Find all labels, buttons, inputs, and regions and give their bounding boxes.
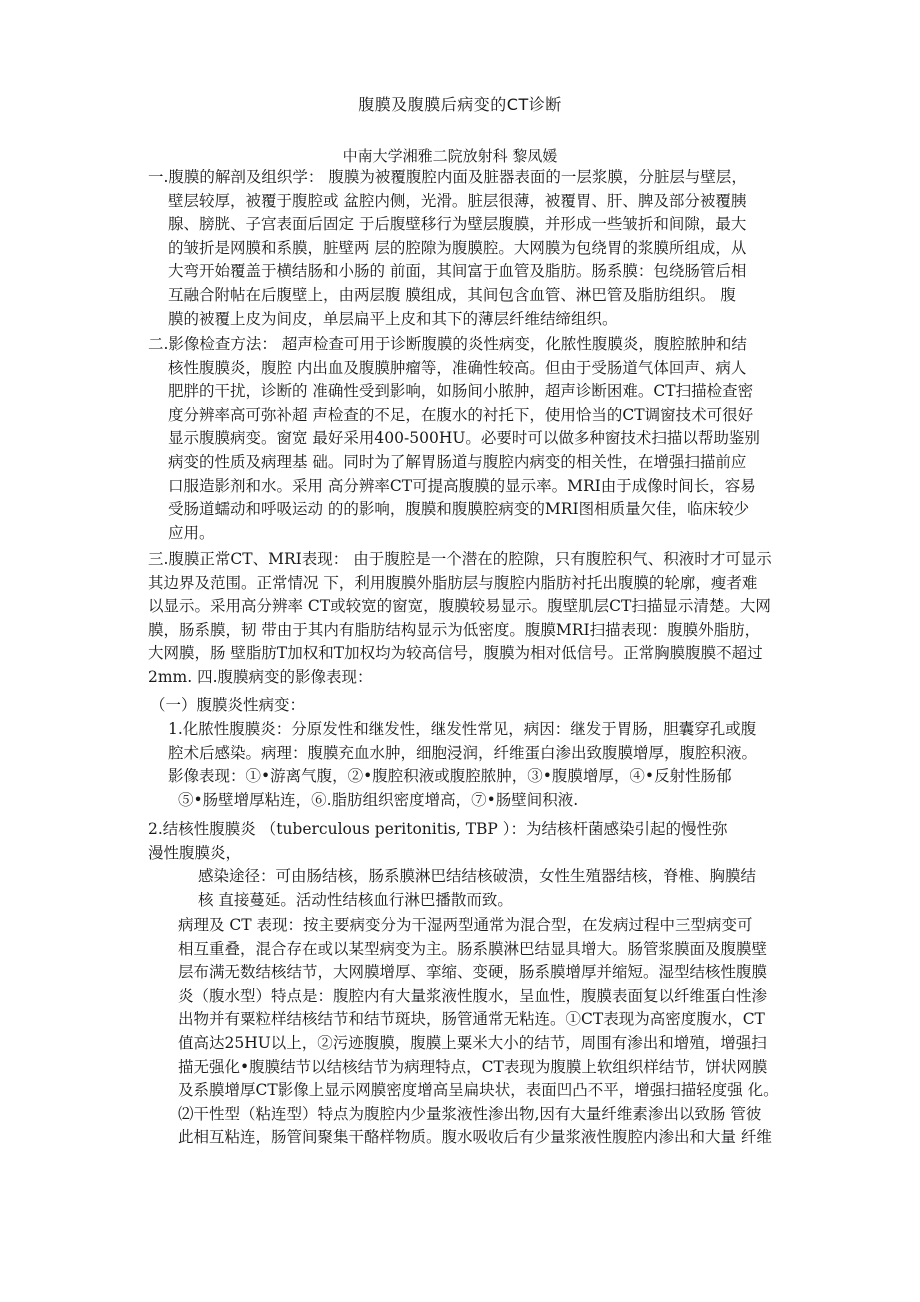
text-line: 出物并有粟粒样结核结节和结节斑块，肠管通常无粘连。①CT表现为高密度腹水，CT bbox=[178, 1010, 765, 1029]
text-line: 互融合附帖在后腹壁上，由两层腹 膜组成，其间包含血管、淋巴管及脂肪组织。 腹 bbox=[168, 285, 736, 304]
text-line: 大弯开始覆盖于横结肠和小肠的 前面，其间富于血管及脂肪。肠系膜：包绕肠管后相 bbox=[168, 262, 747, 281]
text-line: ⑤•肠壁增厚粘连，⑥.脂肪组织密度增高，⑦•肠壁间积液. bbox=[178, 790, 579, 809]
text-line: 显示腹膜病变。窗宽 最好采用400-500HU。必要时可以做多种窗技术扫描以帮助鉴别 bbox=[168, 429, 760, 448]
text-line: （一）腹膜炎性病变： bbox=[150, 696, 306, 714]
text-line: 腺、膀胱、子宫表面后固定 于后腹壁移行为壁层腹膜，并形成一些皱折和间隙，最大 bbox=[168, 215, 747, 234]
text-line: 口服造影剂和水。采用 高分辨率CT可提高腹膜的显示率。MRI由于成像时间长，容易 bbox=[168, 476, 756, 495]
text-line: 此相互粘连，肠管间聚集干酪样物质。腹水吸收后有少量浆液性腹腔内渗出和大量 纤维 bbox=[178, 1128, 772, 1147]
text-line: 度分辨率高可弥补超 声检查的不足，在腹水的衬托下，使用恰当的CT调窗技术可很好 bbox=[168, 405, 754, 424]
text-line: 其边界及范围。正常情况 下，利用腹膜外脂肪层与腹腔内脂肪衬托出腹膜的轮廓，瘦者难 bbox=[148, 573, 758, 592]
text-line: 炎（腹水型）特点是：腹腔内有大量浆液性腹水，呈血性，腹膜表面复以纤维蛋白性渗 bbox=[178, 986, 768, 1005]
paragraph-anatomy bbox=[148, 166, 788, 331]
paragraph-imaging-methods bbox=[148, 333, 788, 545]
paragraph-normal-ct-mri bbox=[148, 548, 800, 690]
text-line: 及系膜增厚CT影像上显示网膜密度增高呈扁块状，表面凹凸不平，增强扫描轻度强 化。 bbox=[178, 1081, 779, 1100]
text-line: 1.化脓性腹膜炎：分原发性和继发性，继发性常见，病因：继发于胃肠，胆囊穿孔或腹 bbox=[168, 720, 757, 738]
text-line: 大网膜，肠 壁脂肪T加权和T加权均为较高信号，腹膜为相对低信号。正常胸膜腹膜不超过 bbox=[148, 644, 763, 663]
text-line: 影像表现：①•游离气腹，②•腹腔积液或腹腔脓肿，③•腹膜增厚，④•反射性肠郁 bbox=[168, 767, 732, 786]
text-line: 层布满无数结核结节，大网膜增厚、挛缩、变硬，肠系膜增厚并缩短。湿型结核性腹膜 bbox=[178, 963, 768, 982]
text-line: 感染途径：可由肠结核，肠系膜淋巴结结核破溃，女性生殖器结核，脊椎、胸膜结 bbox=[198, 867, 757, 885]
text-line: 核 直接蔓延。活动性结核血行淋巴播散而致。 bbox=[198, 890, 513, 909]
text-line: 一.腹膜的解剖及组织学： 腹膜为被覆腹腔内面及脏器表面的一层浆膜，分脏层与壁层， bbox=[148, 168, 747, 186]
text-line: 漫性腹膜炎， bbox=[148, 843, 242, 862]
text-line: 病变的性质及病理基 础。同时为了解胃肠道与腹腔内病变的相关性，在增强扫描前应 bbox=[168, 452, 747, 471]
text-line: 值高达25HU以上，②污迹腹膜，腹膜上粟米大小的结节，周围有渗出和增殖，增强扫 bbox=[178, 1033, 767, 1052]
text-line: 壁层较厚，被覆于腹腔或 盆腔内侧，光滑。脏层很薄，被覆胃、肝、脾及部分被覆胰 bbox=[168, 191, 747, 210]
text-line: 以显示。采用高分辨率 CT或较宽的窗宽，腹膜较易显示。腹壁肌层CT扫描显示清楚。大网 bbox=[148, 597, 771, 616]
text-line: 受肠道蠕动和呼吸运动 的的影响，腹膜和腹膜腔病变的MRI图相质量欠佳，临床较少 bbox=[168, 500, 750, 519]
text-line: ⑵干性型（粘连型）特点为腹腔内少量浆液性渗出物,因有大量纤维素渗出以致肠 管彼 bbox=[178, 1104, 762, 1123]
text-line: 核性腹膜炎，腹腔 内出血及腹膜肿瘤等，准确性较高。但由于受肠道气体回声、病人 bbox=[168, 358, 747, 377]
text-line: 2.结核性腹膜炎 （tuberculous peritonitis, TBP ）：为结核杆菌感染引起的慢性弥 bbox=[148, 820, 728, 838]
author-line: 中南大学湘雅二院放射科 黎凤媛 bbox=[342, 147, 558, 165]
text-line: 病理及 CT 表现：按主要病变分为干湿两型通常为混合型，在发病过程中三型病变可 bbox=[178, 916, 753, 934]
text-line: 应用。 bbox=[168, 523, 215, 542]
paragraph-infection-route bbox=[198, 865, 796, 912]
text-line: 三.腹膜正常CT、MRI表现： 由于腹腔是一个潜在的腔隙，只有腹腔积气、积液时才可显示 bbox=[148, 550, 772, 568]
text-line: 腔术后感染。病理：腹膜充血水肿，细胞浸润，纤维蛋白渗出致腹膜增厚，腹腔积液。 bbox=[168, 743, 758, 762]
text-line: 2mm. 四.腹膜病变的影像表现： bbox=[148, 667, 373, 686]
text-line: 二.影像检查方法： 超声检查可用于诊断腹膜的炎性病变，化脓性腹膜炎，腹腔脓肿和结 bbox=[148, 335, 747, 353]
text-line: 相互重叠，混合存在或以某型病变为主。肠系膜淋巴结显具增大。肠管浆膜面及腹膜壁 bbox=[178, 939, 768, 958]
paragraph-tuberculous-peritonitis bbox=[148, 818, 800, 865]
text-line: 肥胖的干扰，诊断的 准确性受到影响，如肠间小脓肿，超声诊断困难。CT扫描检查密 bbox=[168, 382, 754, 401]
text-line: 的皱折是网膜和系膜，脏壁两 层的腔隙为腹膜腔。大网膜为包绕胃的浆膜所组成，从 bbox=[168, 238, 747, 257]
text-line: 描无强化•腹膜结节以结核结节为病理特点，CT表现为腹膜上软组织样结节，饼状网膜 bbox=[178, 1057, 768, 1076]
document-title: 腹膜及腹膜后病变的CT诊断 bbox=[358, 95, 562, 114]
section-heading-inflammatory bbox=[150, 694, 790, 718]
text-line: 膜，肠系膜，韧 带由于其内有脂肪结构显示为低密度。腹膜MRI扫描表现：腹膜外脂肪， bbox=[148, 620, 761, 639]
paragraph-pathology-ct bbox=[178, 914, 804, 1150]
text-line: 膜的被覆上皮为间皮，单层扁平上皮和其下的薄层纤维结缔组织。 bbox=[168, 309, 618, 328]
paragraph-suppurative-peritonitis bbox=[168, 718, 798, 812]
